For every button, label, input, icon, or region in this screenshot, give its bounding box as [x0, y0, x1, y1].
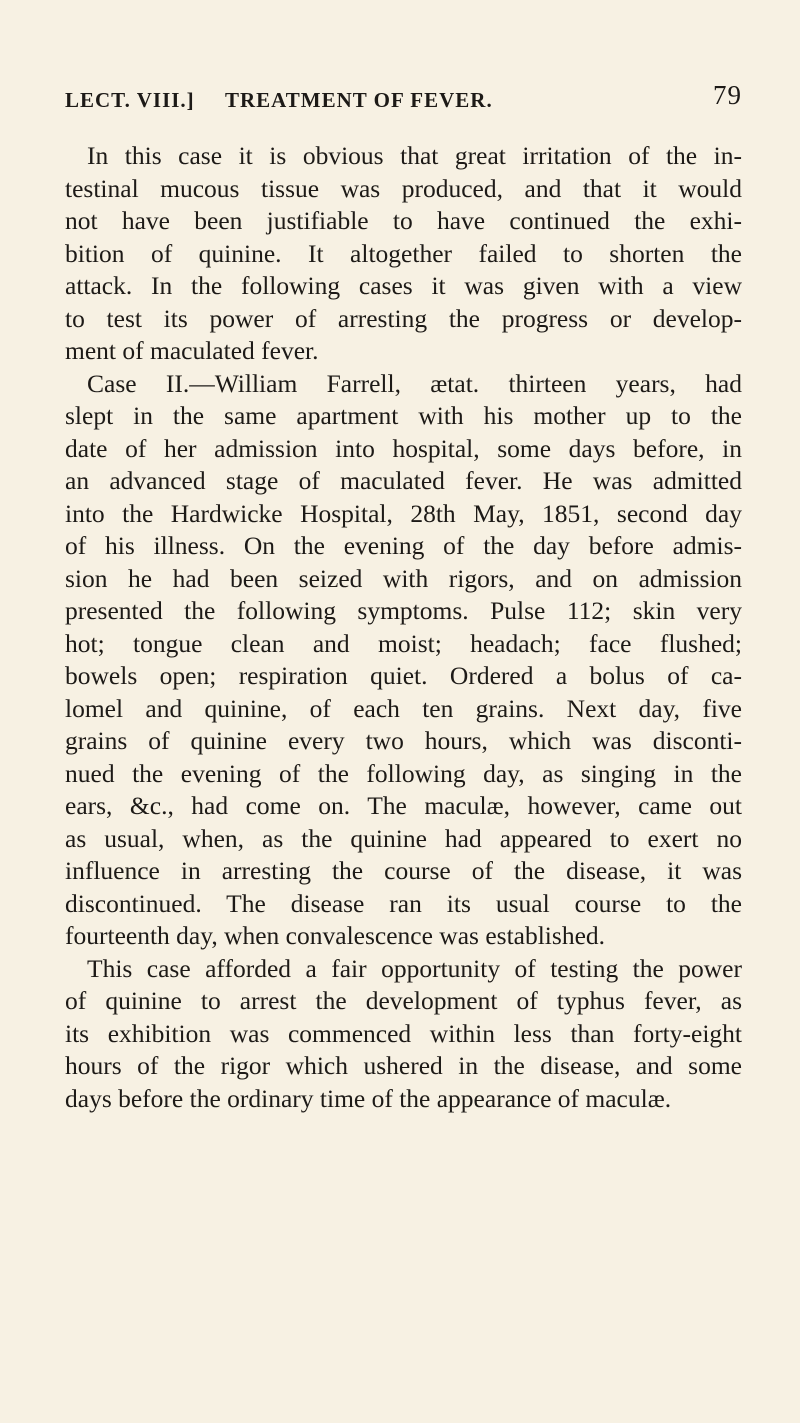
text-line: as usual, when, as the quinine had appeared to exert no — [65, 823, 742, 853]
text-line: attack. In the following cases it was given with a view — [65, 271, 742, 300]
text-line: This case afforded a fair opportunity of testing the power — [87, 953, 742, 983]
text-line: to test its power of arresting the progress or develop- — [65, 303, 742, 333]
page-number: 79 — [713, 80, 742, 110]
text-line: an advanced stage of maculated fever. He was admitted — [65, 466, 742, 495]
text-line: discontinued. The disease ran its usual course to the — [65, 888, 742, 918]
text-line: into the Hardwicke Hospital, 28th May, 1851, second day — [65, 498, 742, 528]
text-line: bition of quinine. It altogether failed to shorten the — [65, 238, 742, 268]
text-line: grains of quinine every two hours, which was disconti- — [65, 726, 742, 755]
text-line: fourteenth day, when convalescence was established. — [65, 921, 606, 950]
text-line: influence in arresting the course of the disease, it was — [65, 856, 742, 885]
text-line: date of her admission into hospital, some days before, in — [65, 433, 742, 463]
lecture-label: LECT. VIII.] — [65, 88, 195, 112]
text-line: bowels open; respiration quiet. Ordered a bolus of ca- — [65, 661, 742, 690]
text-line: Case II.—William Farrell, ætat. thirteen years, had — [87, 368, 742, 398]
running-header — [65, 80, 742, 138]
text-line: presented the following symptoms. Pulse 112; skin very — [65, 596, 742, 625]
text-line: hot; tongue clean and moist; headach; face flushed; — [65, 628, 742, 658]
text-line: ears, &c., had come on. The maculæ, however, came out — [65, 791, 742, 820]
text-line: sion he had been seized with rigors, and on admission — [65, 563, 742, 593]
text-line: its exhibition was commenced within less than forty-eight — [65, 1018, 742, 1048]
body-text — [65, 140, 742, 1115]
text-line: ment of maculated fever. — [65, 336, 319, 365]
text-line: hours of the rigor which ushered in the disease, and some — [65, 1051, 742, 1080]
text-line: nued the evening of the following day, as singing in the — [65, 758, 742, 788]
running-title: TREATMENT OF FEVER. — [225, 88, 493, 112]
text-line: lomel and quinine, of each ten grains. Next day, five — [65, 693, 742, 723]
text-line: slept in the same apartment with his mother up to the — [65, 401, 742, 430]
text-line: testinal mucous tissue was produced, and that it would — [65, 173, 742, 203]
text-line: In this case it is obvious that great irritation of the in- — [87, 141, 742, 170]
text-line: of quinine to arrest the development of typhus fever, as — [65, 986, 742, 1015]
text-line: of his illness. On the evening of the day before admis- — [65, 531, 742, 560]
text-line: not have been justifiable to have continued the exhi- — [65, 206, 742, 235]
text-line: days before the ordinary time of the appearance of maculæ. — [65, 1083, 672, 1113]
